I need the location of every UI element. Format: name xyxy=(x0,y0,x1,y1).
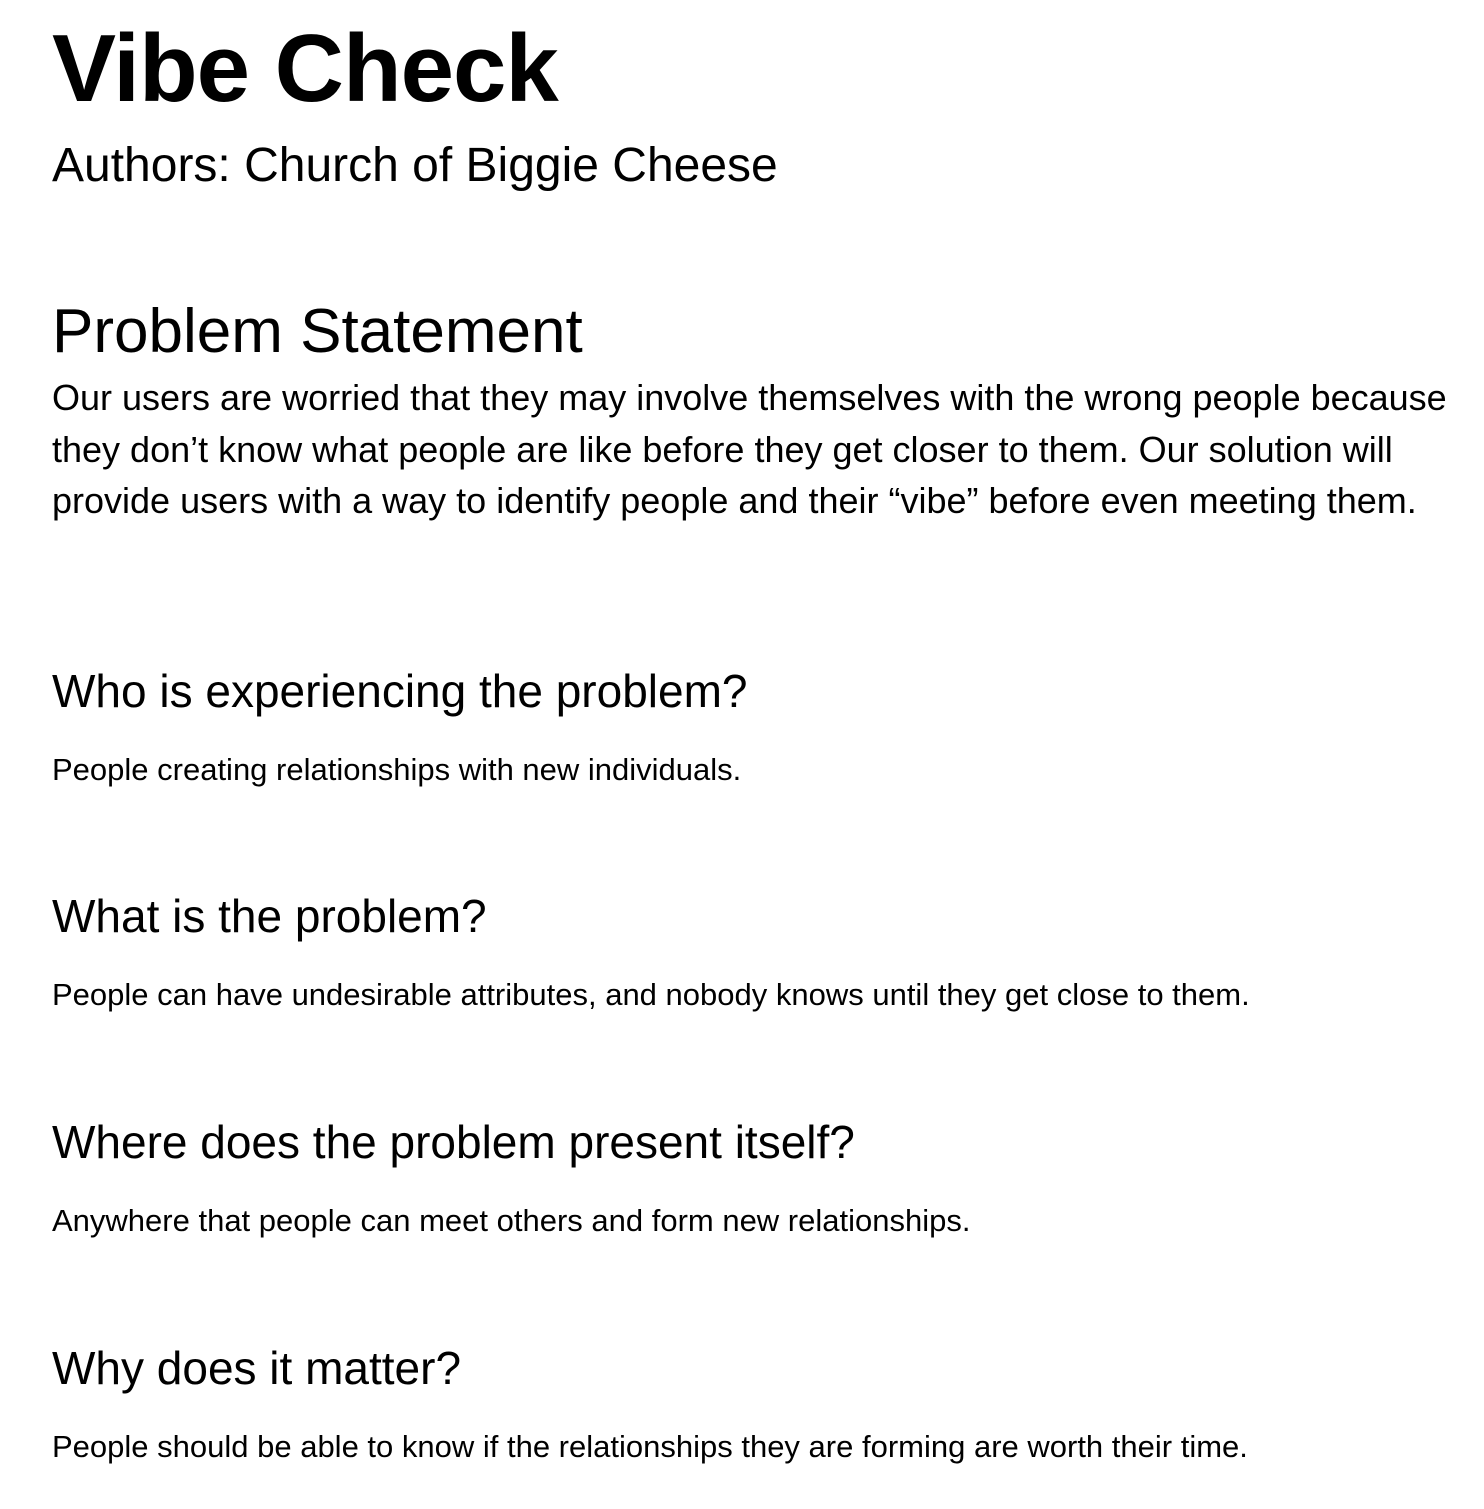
section-heading: Who is experiencing the problem? xyxy=(52,665,748,717)
document-title: Vibe Check xyxy=(52,15,558,122)
problem-statement-text: Our users are worried that they may involve themselves with the wrong people because they don’t know what people are like before they get closer to them. Our solution will provide users with a way to identify people and their “vibe” before even meeting them. xyxy=(52,377,1447,521)
section-answer: People creating relationships with new individuals. xyxy=(52,752,742,787)
section-heading: What is the problem? xyxy=(52,890,487,942)
section-answer: People can have undesirable attributes, and nobody knows until they get close to them. xyxy=(52,977,1250,1012)
section-answer: People should be able to know if the relationships they are forming are worth their time. xyxy=(52,1429,1248,1464)
section-heading: Why does it matter? xyxy=(52,1342,462,1394)
section-heading: Where does the problem present itself? xyxy=(52,1116,855,1168)
section-answer: Anywhere that people can meet others and form new relationships. xyxy=(52,1203,971,1238)
document-authors: Authors: Church of Biggie Cheese xyxy=(52,139,778,192)
problem-statement-heading: Problem Statement xyxy=(52,297,583,366)
